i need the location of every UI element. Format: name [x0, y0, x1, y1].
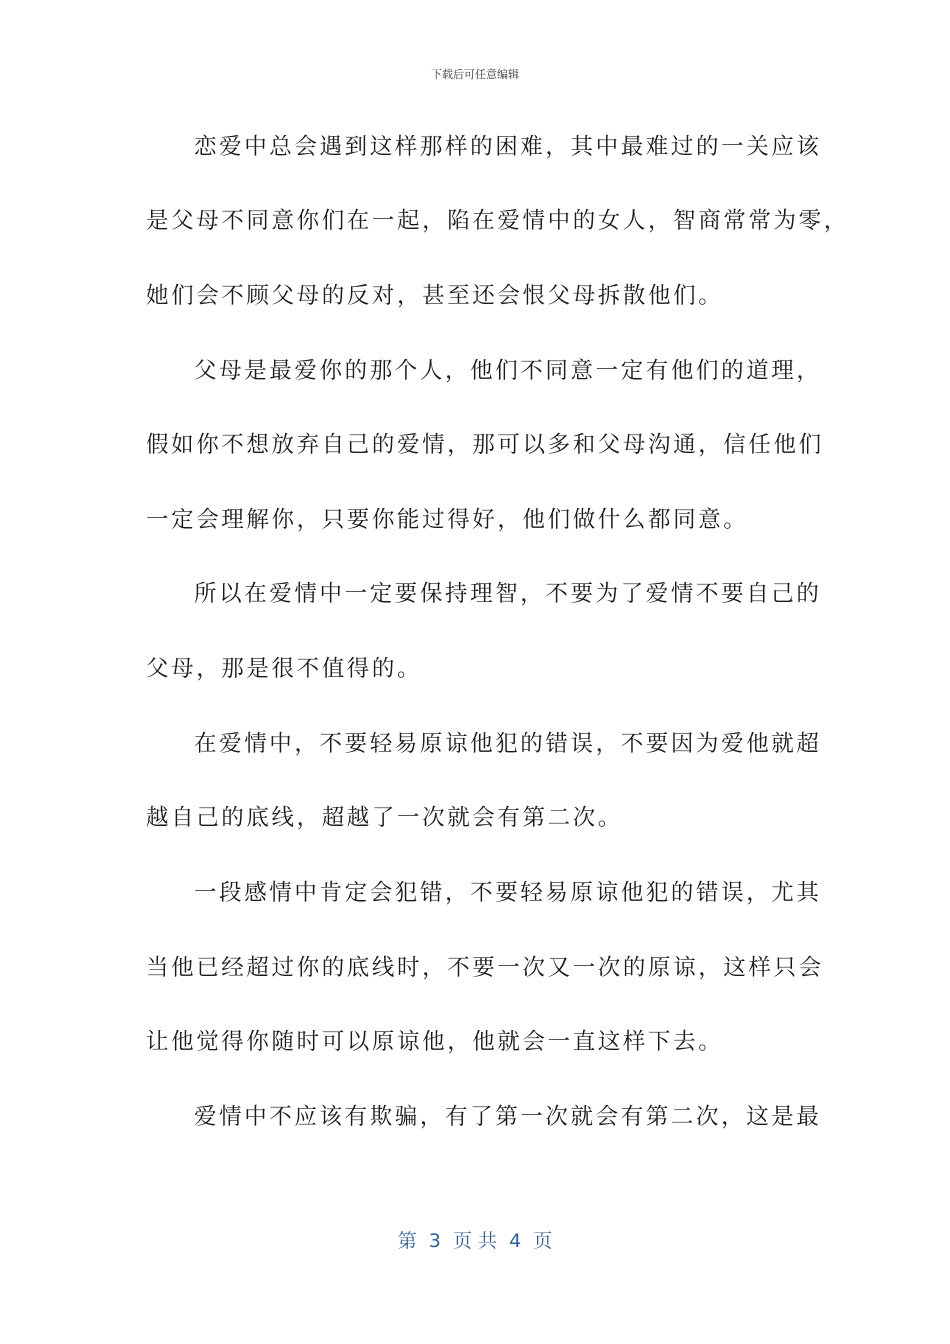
page-number-footer: 第 3 页 共 4 页: [397, 1230, 553, 1252]
text-line: 父母，那是很不值得的。: [146, 656, 423, 682]
text-line: 当他已经超过你的底线时，不要一次又一次的原谅，这样只会: [146, 955, 824, 981]
text-line: 一段感情中肯定会犯错，不要轻易原谅他犯的错误，尤其: [194, 880, 822, 906]
text-line: 一定会理解你，只要你能过得好，他们做什么都同意。: [146, 507, 749, 533]
text-line: 是父母不同意你们在一起，陷在爱情中的女人，智商常常为零，: [146, 208, 849, 234]
text-line: 假如你不想放弃自己的爱情，那可以多和父母沟通，信任他们: [146, 432, 824, 458]
text-line: 所以在爱情中一定要保持理智，不要为了爱情不要自己的: [194, 581, 822, 607]
text-line: 在爱情中，不要轻易原谅他犯的错误，不要因为爱他就超: [194, 731, 822, 757]
text-line: 越自己的底线，超越了一次就会有第二次。: [146, 805, 623, 831]
page-header: 下载后可任意编辑: [431, 68, 519, 81]
text-line: 恋爱中总会遇到这样那样的困难，其中最难过的一关应该: [194, 134, 822, 160]
text-line: 她们会不顾父母的反对，甚至还会恨父母拆散他们。: [146, 283, 724, 309]
text-line: 让他觉得你随时可以原谅他，他就会一直这样下去。: [146, 1029, 724, 1055]
text-line: 爱情中不应该有欺骗，有了第一次就会有第二次，这是最: [194, 1104, 822, 1130]
text-line: 父母是最爱你的那个人，他们不同意一定有他们的道理，: [194, 358, 822, 384]
